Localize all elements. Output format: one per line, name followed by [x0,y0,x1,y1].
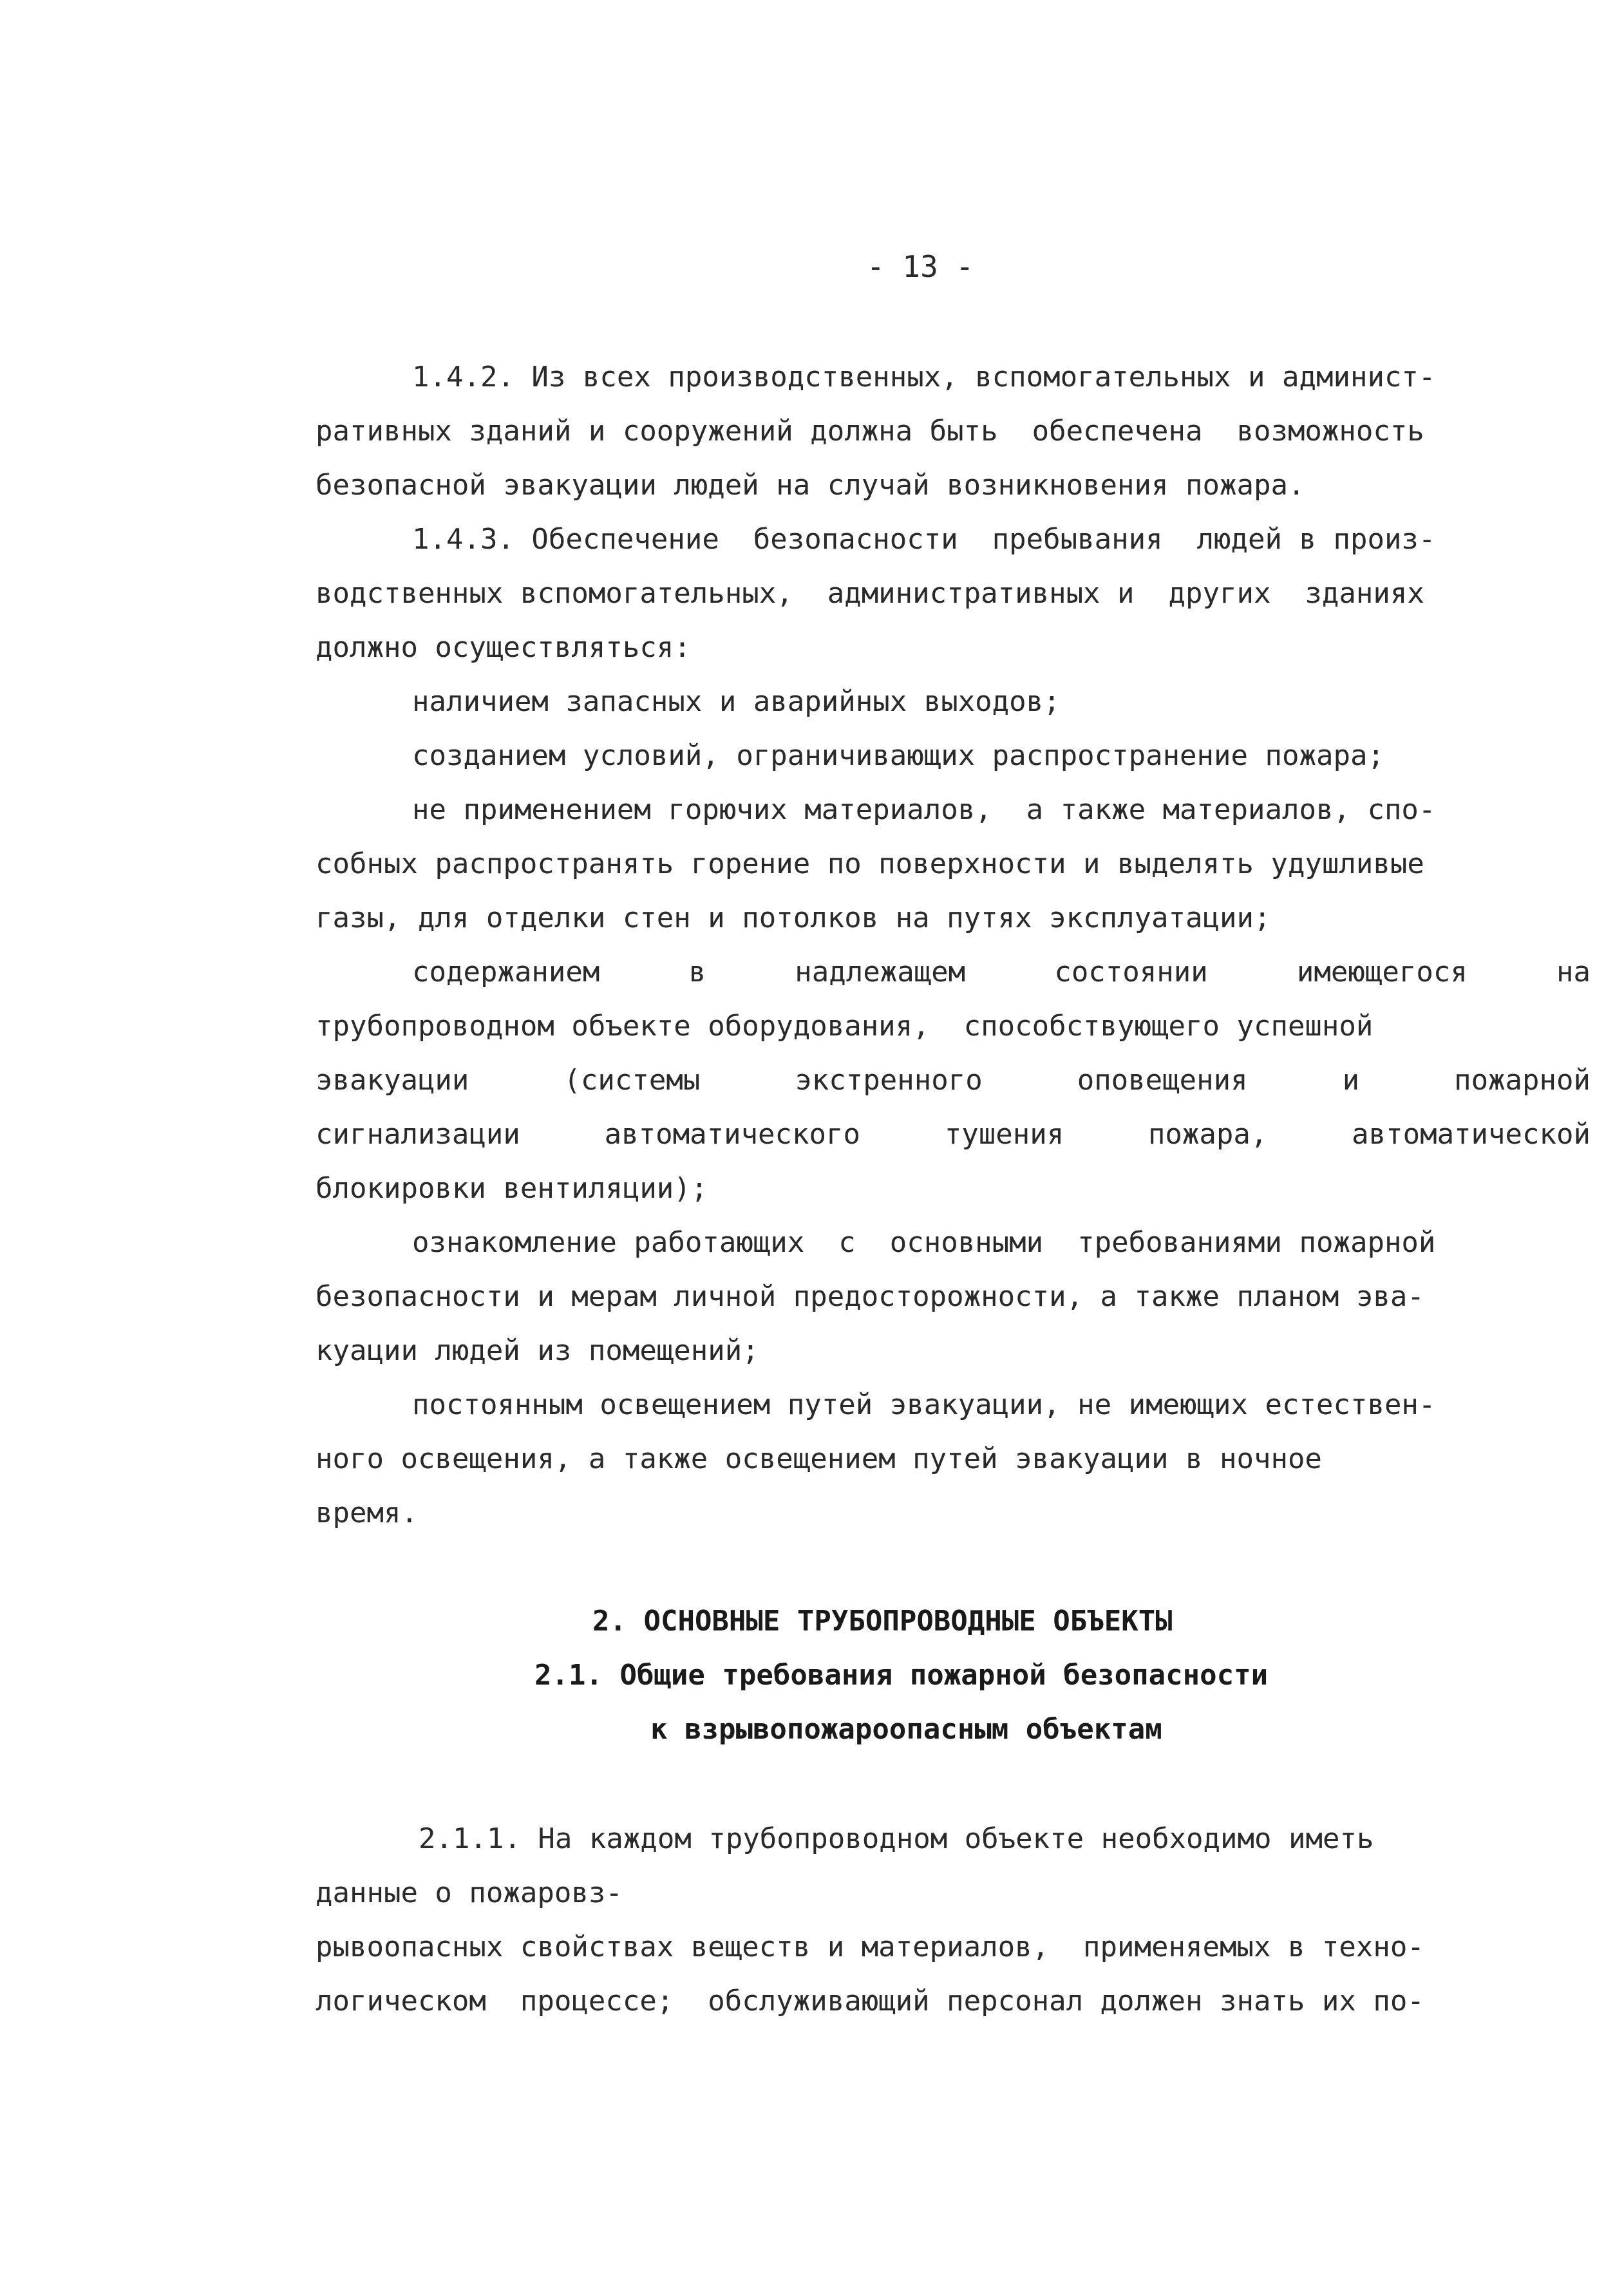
paragraph-2-1-1-line-2: данные о пожаровз- [316,1876,623,1909]
word: в [688,956,706,988]
paragraph-1-4-3-line-1: 1.4.3. Обеспечение безопасности пребывания людей в произ- [412,523,1436,556]
word: и [1342,1064,1360,1097]
list-item-materials-line-3: газы, для отделки стен и потолков на путях эксплуатации; [316,902,1271,934]
page-number: - 13 - [867,249,974,284]
list-item-training-line-1: ознакомление работающих с основными требованиями пожарной [412,1226,1436,1259]
word: сигнализации [316,1118,520,1151]
list-item-equipment-line-4 [316,1108,1591,1162]
word: на [1556,956,1591,988]
section-heading: 2. ОСНОВНЫЕ ТРУБОПРОВОДНЫЕ ОБЪЕКТЫ [592,1605,1173,1638]
paragraph-1-4-2-line-3: безопасной эвакуации людей на случай возникновения пожара. [316,469,1305,502]
subsection-heading-line-1: 2.1. Общие требования пожарной безопасности [534,1659,1269,1692]
paragraph-2-1-1-line-1: 2.1.1. На каждом трубопроводном объекте необходимо иметь [419,1822,1374,1855]
list-item-exits: наличием запасных и аварийных выходов; [412,685,1061,718]
word: состоянии [1054,956,1208,988]
list-item-lighting-line-3: время. [316,1497,418,1529]
paragraph-1-4-2-line-2: ративных зданий и сооружений должна быть обеспечена возможность [316,415,1424,448]
word: пожарной [1454,1064,1591,1097]
word: имеющегося [1296,956,1468,988]
word: эвакуации [316,1064,469,1097]
word: оповещения [1077,1064,1248,1097]
word: содержанием [412,956,600,988]
list-item-fire-spread: созданием условий, ограничивающих распространение пожара; [412,739,1384,772]
paragraph-2-1-1-line-4: логическом процессе; обслуживающий персонал должен знать их по- [316,1985,1424,2017]
list-item-equipment-line-3 [316,1053,1591,1108]
word: экстренного [795,1064,983,1097]
list-item-training-line-3: куации людей из помещений; [316,1334,759,1367]
word: автоматического [604,1118,860,1151]
subsection-heading-line-2: к взрывопожароопасным объектам [650,1713,1162,1746]
list-item-equipment-line-1 [412,945,1591,999]
list-item-lighting-line-1: постоянным освещением путей эвакуации, не имеющих естествен- [412,1388,1436,1421]
word: тушения [944,1118,1064,1151]
list-item-equipment-line-2: трубопроводном объекте оборудования, способствующего успешной [316,1010,1374,1043]
list-item-materials-line-1: не применением горючих материалов, а также материалов, спо- [412,793,1436,826]
list-item-equipment-line-5: блокировки вентиляции); [316,1172,708,1205]
paragraph-1-4-3-line-2: водственных вспомогательных, административных и других зданиях [316,577,1424,610]
list-item-lighting-line-2: ного освещения, а также освещением путей эвакуации в ночное [316,1442,1322,1475]
list-item-training-line-2: безопасности и мерам личной предосторожности, а также планом эва- [316,1280,1424,1313]
paragraph-2-1-1-line-3: рывоопасных свойствах веществ и материалов, применяемых в техно- [316,1931,1424,1963]
word: пожара, [1147,1118,1268,1151]
word: автоматической [1352,1118,1591,1151]
word: надлежащем [795,956,966,988]
paragraph-1-4-3-line-3: должно осуществляться: [316,631,691,664]
list-item-materials-line-2: собных распространять горение по поверхности и выделять удушливые [316,847,1424,880]
word: (системы [563,1064,701,1097]
paragraph-1-4-2-line-1: 1.4.2. Из всех производственных, вспомогательных и админист- [412,361,1436,393]
